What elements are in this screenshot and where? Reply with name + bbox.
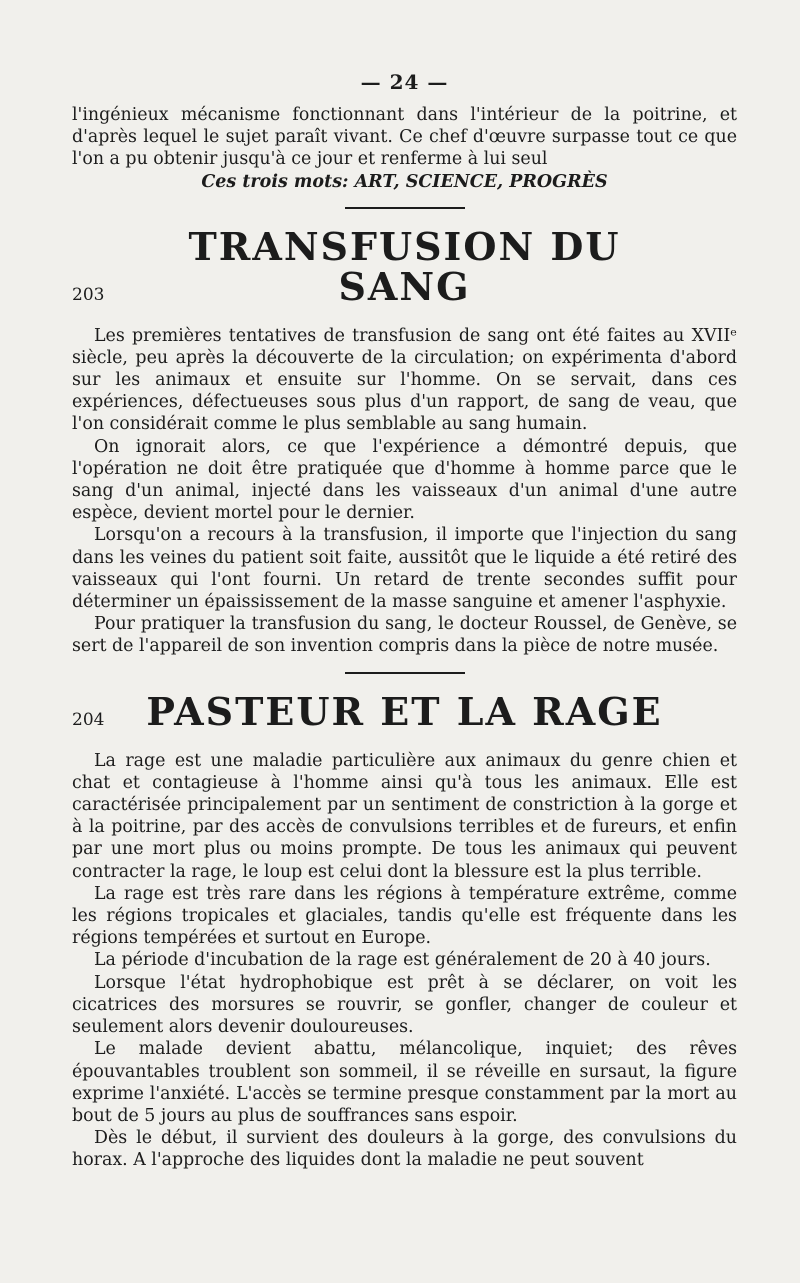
section-number: 204 — [72, 709, 105, 730]
paragraph: La rage est très rare dans les régions à température extrême, comme les régions tropicales et glaciales, tandis qu'elle est fréquente dans les régions tempérées et surtout en Europe. — [72, 883, 737, 949]
paragraph: Les premières tentatives de transfusion de sang ont été faites au XVIIᵉ siècle, peu après la découverte de la circulation; on expérimenta d'abord sur les animaux et ensuite sur l'homme. On se servait, dans ces expériences, défectueuses sous plus d'un rapport, de sang de veau, que l'on considérait comme le plus semblable au sang humain. — [72, 325, 737, 435]
paragraph: La rage est une maladie particulière aux animaux du genre chien et chat et contagieuse à l'homme ainsi qu'à tous les animaux. Elle est caractérisée principalement par un sentiment de constriction à la gorge et à la poitrine, par des accès de convulsions terribles et de fureurs, et enfin par une mort plus ou moins prompte. De tous les animaux qui peuvent contracter la rage, le loup est celui dont la blessure est la plus terrible. — [72, 750, 737, 882]
section-heading — [72, 688, 737, 734]
section-title: TRANSFUSION DU SANG — [188, 223, 621, 309]
paragraph: Lorsque l'état hydrophobique est prêt à se déclarer, on voit les cicatrices des morsures se rouvrir, se gonfler, changer de couleur et seulement alors devenir douloureuses. — [72, 972, 737, 1038]
paragraph: On ignorait alors, ce que l'expérience a démontré depuis, que l'opération ne doit être pratiquée que d'homme à homme parce que le sang d'un animal, injecté dans les vaisseaux d'un animal d'une autre espèce, devient mortel pour le dernier. — [72, 436, 737, 524]
paragraph: Dès le début, il survient des douleurs à la gorge, des convulsions du horax. A l'approche des liquides dont la maladie ne peut souvent — [72, 1128, 737, 1171]
page-number: — 24 — — [360, 70, 449, 94]
separator-rule — [345, 207, 465, 209]
paragraph: Pour pratiquer la transfusion du sang, le docteur Roussel, de Genève, se sert de l'appareil de son invention compris dans la pièce de notre musée. — [72, 614, 737, 657]
document-page — [72, 70, 737, 1172]
paragraph: La période d'incubation de la rage est généralement de 20 à 40 jours. — [94, 950, 711, 971]
section-heading — [72, 223, 737, 309]
section-title: PASTEUR ET LA RAGE — [146, 688, 663, 734]
separator-rule — [345, 672, 465, 674]
paragraph: Le malade devient abattu, mélancolique, inquiet; des rêves épouvantables troublent son sommeil, il se réveille en sursaut, la figure exprime l'anxiété. L'accès se termine presque constamment par la mort au bout de 5 jours au plus de souffrances sans espoir. — [72, 1039, 737, 1126]
section-number: 203 — [72, 284, 105, 305]
intro-paragraph: l'ingénieux mécanisme fonctionnant dans l'intérieur de la poitrine, et d'après lequel le sujet paraît vivant. Ce chef d'œuvre surpasse tout ce que l'on a pu obtenir jusqu'à ce jour et renferme à lui seul — [72, 105, 737, 170]
motto: Ces trois mots: ART, SCIENCE, PROGRÈS — [201, 171, 608, 192]
paragraph: Lorsqu'on a recours à la transfusion, il importe que l'injection du sang dans les veines du patient soit faite, aussitôt que le liquide a été retiré des vaisseaux qui l'ont fourni. Un retard de trente secondes suffit pour déterminer un épaississement de la masse sanguine et amener l'asphyxie. — [72, 525, 737, 613]
